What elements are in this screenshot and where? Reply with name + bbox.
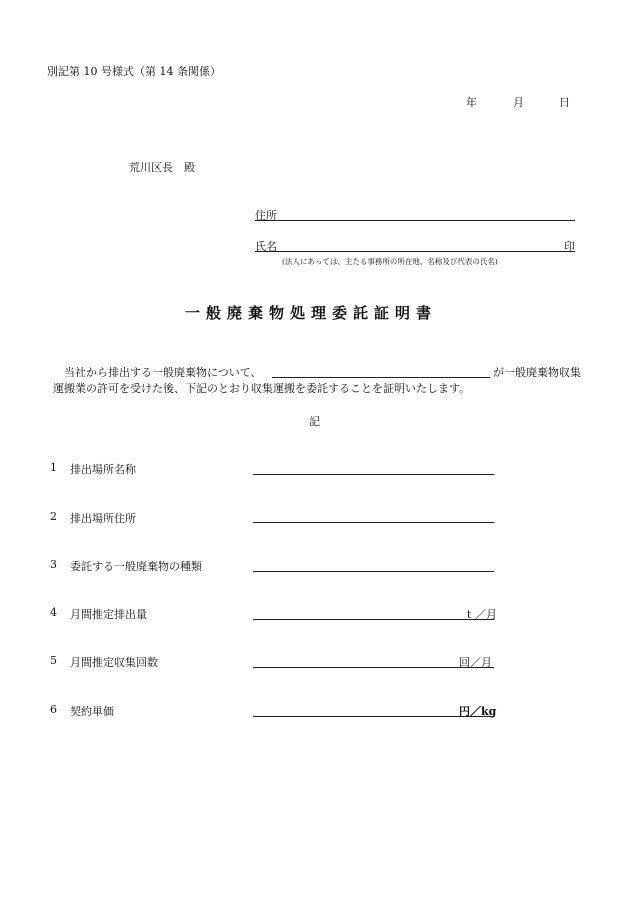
body-line2: 運搬業の許可を受けた後、下記のとおり収集運搬を委託することを証明いたします。: [53, 382, 471, 395]
item-field-line[interactable]: [253, 716, 494, 717]
contractor-name-field-line[interactable]: [272, 377, 490, 378]
body-line1-prefix: 当社から排出する一般廃棄物について、: [64, 366, 262, 379]
item-label: 排出場所名称: [70, 463, 136, 476]
name-field-line[interactable]: [255, 251, 575, 252]
item-unit: 円／kg: [459, 705, 497, 718]
item-unit: 回／月: [459, 656, 492, 669]
item-field-line[interactable]: [253, 522, 494, 523]
date-month-label: 月: [513, 96, 524, 109]
item-number: 2: [50, 510, 57, 523]
document-title: 一般廃棄物処理委託証明書: [185, 304, 438, 322]
item-unit: ｔ／月: [464, 608, 497, 621]
item-number: 5: [50, 654, 57, 667]
item-label: 月間推定収集回数: [70, 656, 158, 669]
item-number: 1: [50, 461, 57, 474]
seal-mark: 印: [564, 240, 575, 253]
address-field-line[interactable]: [255, 220, 575, 221]
name-label: 氏名: [255, 240, 277, 253]
item-label: 月間推定排出量: [70, 608, 147, 621]
addressee: 荒川区長 殿: [129, 161, 195, 174]
item-field-line[interactable]: [253, 474, 494, 475]
item-field-line[interactable]: [253, 619, 494, 620]
item-label: 契約単価: [70, 705, 114, 718]
date-day-label: 日: [559, 96, 570, 109]
item-number: 6: [50, 703, 57, 716]
ki-label: 記: [309, 415, 320, 428]
date-year-label: 年: [466, 96, 477, 109]
form-number: 別記第 10 号様式（第 14 条関係）: [47, 65, 221, 78]
body-line1-suffix: が一般廃棄物収集: [493, 366, 581, 379]
item-field-line[interactable]: [253, 571, 494, 572]
item-number: 4: [50, 606, 57, 619]
item-label: 委託する一般廃棄物の種類: [70, 560, 202, 573]
corporate-note: (法人にあっては、主たる事務所の所在地、名称及び代表の氏名): [282, 257, 498, 266]
address-label: 住所: [255, 209, 277, 222]
item-number: 3: [50, 558, 57, 571]
item-field-line[interactable]: [253, 667, 494, 668]
item-label: 排出場所住所: [70, 512, 136, 525]
